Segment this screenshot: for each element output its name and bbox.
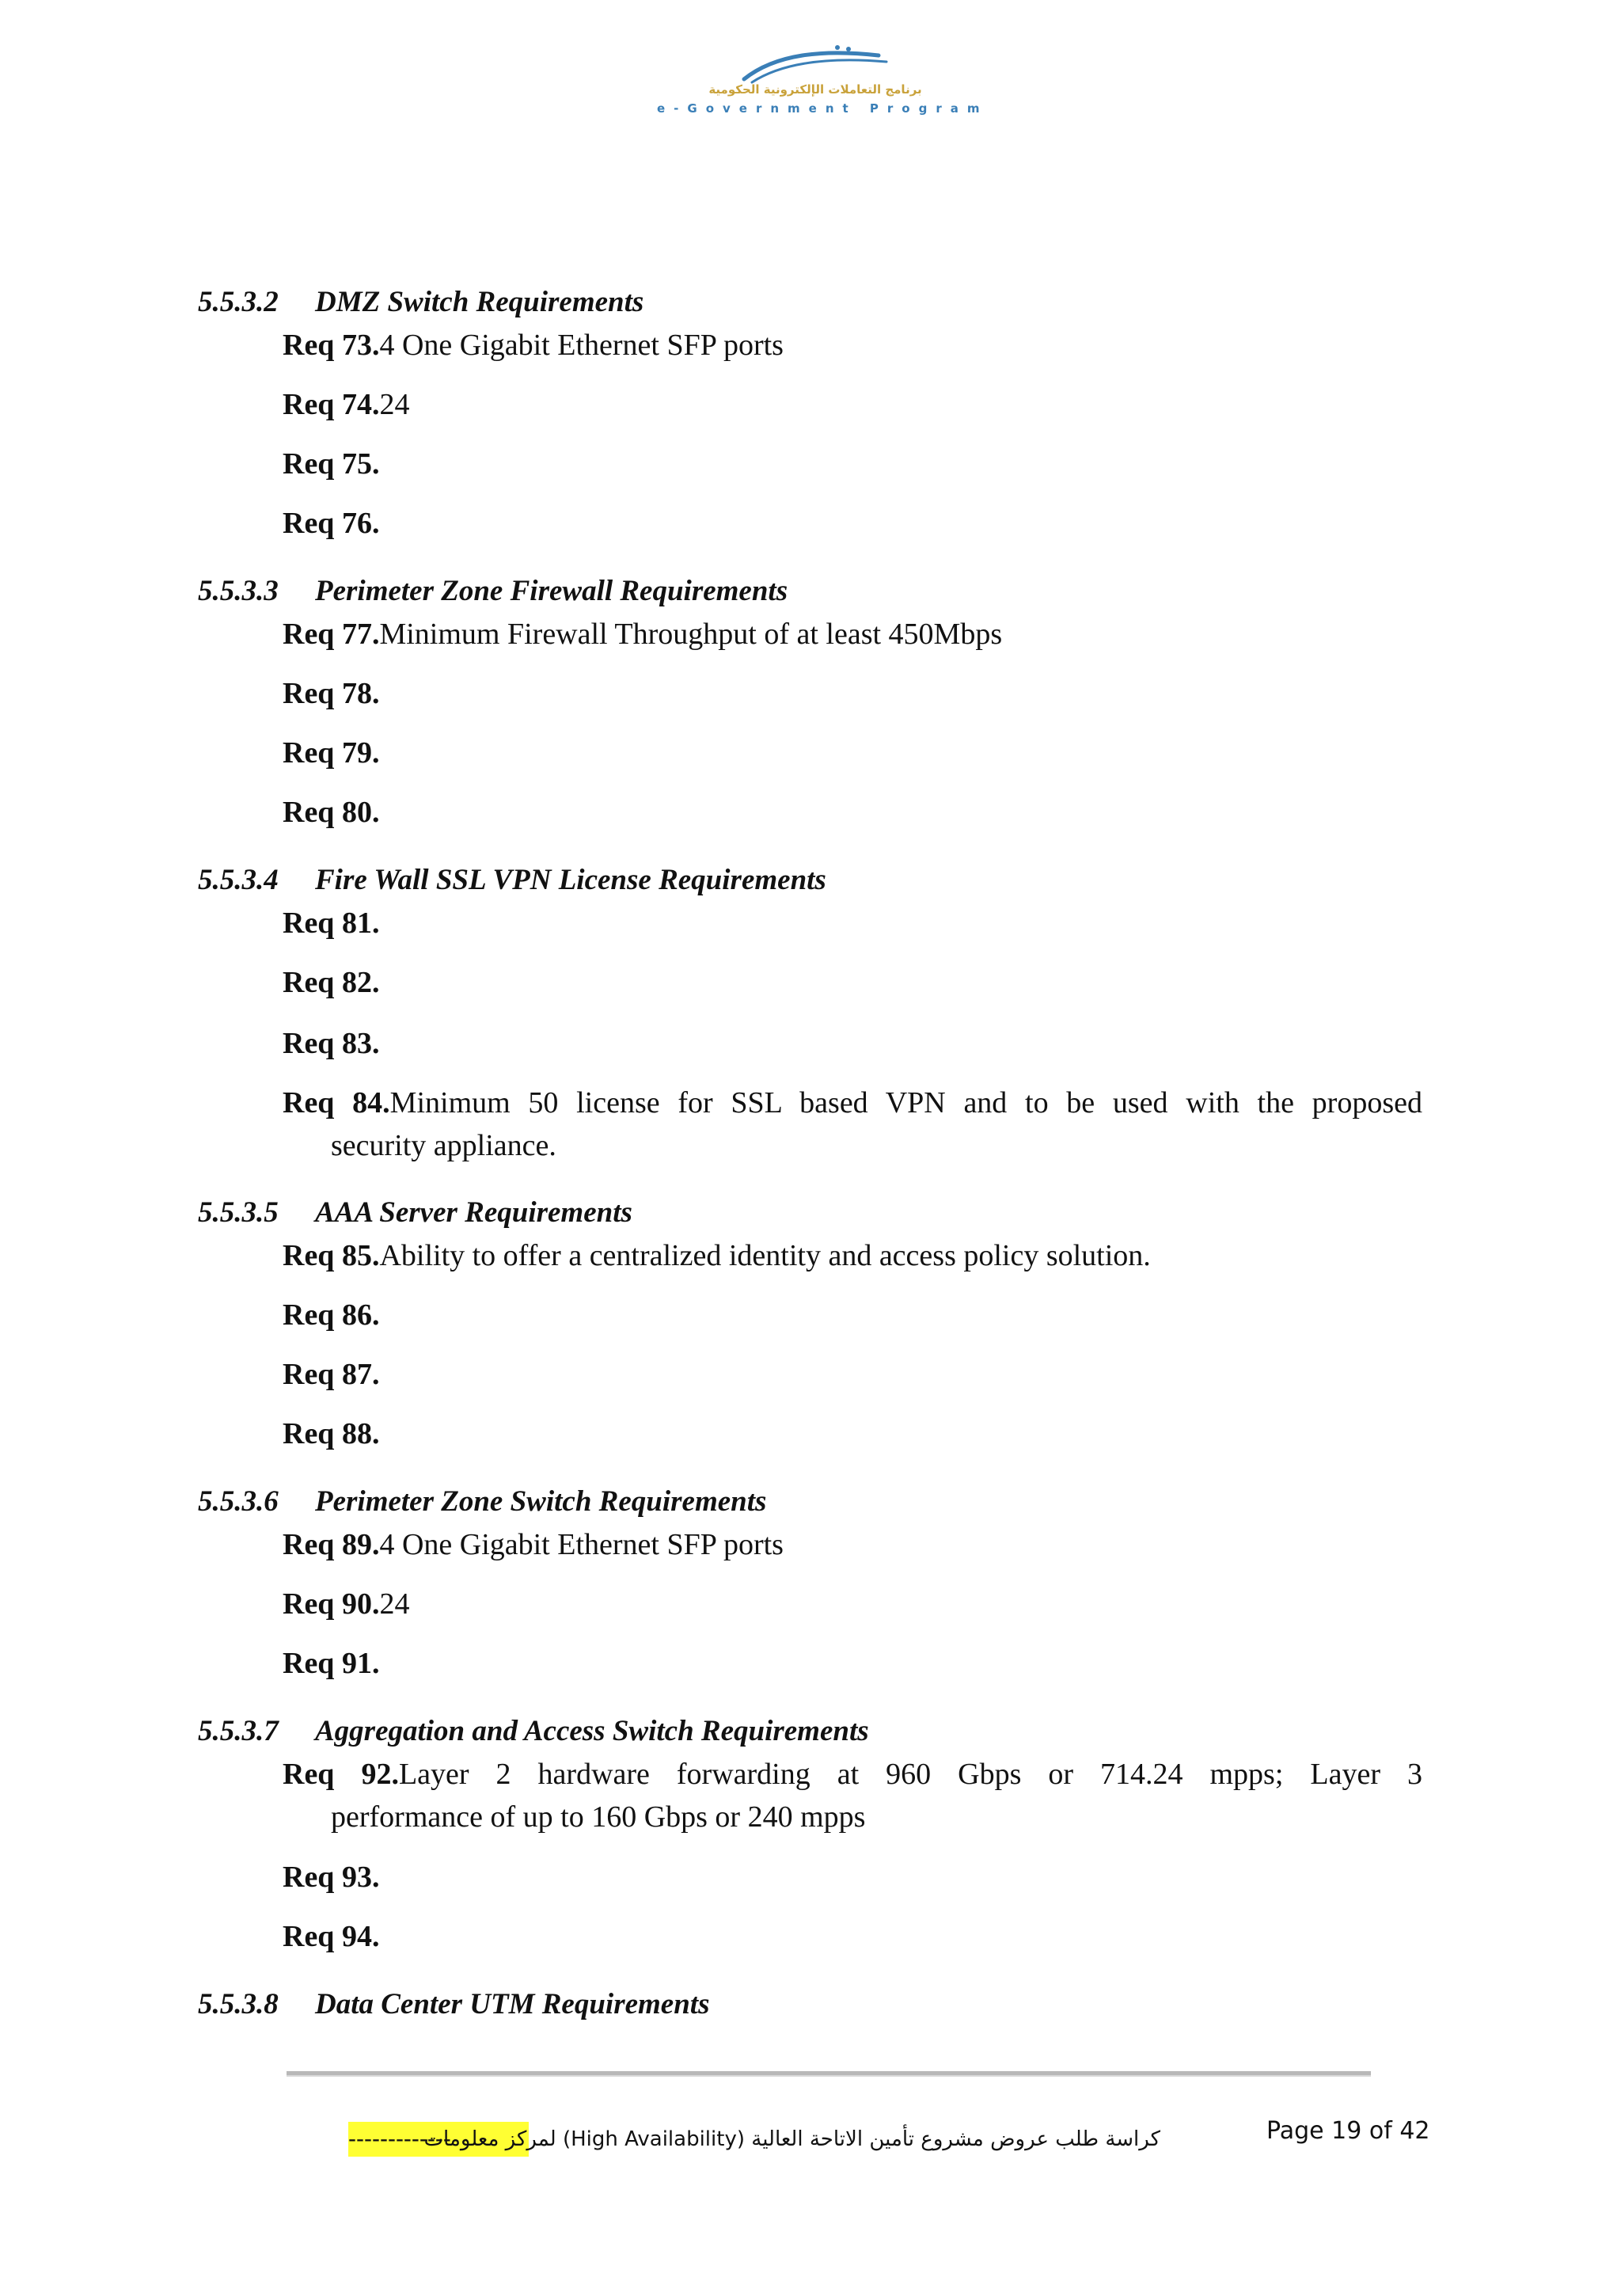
section-heading <box>198 1987 710 2021</box>
requirement-label: Req 76. <box>283 507 380 540</box>
requirement-text: 24 <box>379 1587 410 1621</box>
requirement-label: Req 93. <box>283 1861 380 1894</box>
requirement-label: Req 89. <box>283 1528 380 1561</box>
section-number: 5.5.3.6 <box>198 1485 279 1518</box>
requirement-item <box>283 1860 379 1895</box>
requirement-item <box>283 736 379 770</box>
requirement-label: Req 81. <box>283 907 380 940</box>
requirement-item <box>283 1238 1151 1273</box>
section-title: Perimeter Zone Switch Requirements <box>315 1485 767 1518</box>
requirement-item <box>283 387 409 422</box>
section-number: 5.5.3.4 <box>198 864 279 896</box>
section-number: 5.5.3.3 <box>198 575 279 607</box>
section-title: Perimeter Zone Firewall Requirements <box>315 575 788 607</box>
requirement-item <box>283 1081 1422 1125</box>
page-number: Page 19 of 42 <box>1266 2117 1430 2145</box>
requirement-item <box>283 1298 379 1332</box>
requirement-label: Req 78. <box>283 677 380 710</box>
requirement-continuation: performance of up to 160 Gbps or 240 mpps <box>331 1800 866 1834</box>
requirement-item <box>283 906 379 941</box>
footer-document-title: كراسة طلب عروض مشروع تأمين الاتاحة العالية (High Availability) لمركز معلومات <box>423 2127 1160 2151</box>
section-number: 5.5.3.8 <box>198 1988 279 2020</box>
requirement-label: Req 83. <box>283 1027 380 1060</box>
section-heading <box>198 1714 869 1748</box>
logo-swoosh-icon <box>641 38 974 86</box>
requirement-text: 24 <box>379 388 410 421</box>
requirement-item <box>283 795 379 830</box>
requirement-item <box>283 1646 379 1681</box>
logo-english-text: e-Government Program <box>657 101 989 116</box>
section-title: Fire Wall SSL VPN License Requirements <box>315 864 826 896</box>
footer-divider <box>287 2071 1371 2077</box>
e-government-logo <box>641 38 989 133</box>
requirement-label: Req 85. <box>283 1239 380 1272</box>
requirement-item <box>283 965 379 1000</box>
requirement-label: Req 87. <box>283 1358 380 1391</box>
section-heading <box>198 863 826 897</box>
requirement-item <box>283 617 1002 652</box>
requirement-label: Req 75. <box>283 447 380 481</box>
requirement-item <box>283 1527 784 1562</box>
requirement-label: Req 88. <box>283 1417 380 1450</box>
requirement-label: Req 84. <box>283 1086 390 1119</box>
requirement-item <box>283 1357 379 1392</box>
section-title: Aggregation and Access Switch Requirements <box>315 1715 869 1747</box>
requirement-label: Req 73. <box>283 329 380 362</box>
requirement-label: Req 80. <box>283 796 380 829</box>
section-title: AAA Server Requirements <box>315 1196 632 1229</box>
requirement-item <box>283 1919 379 1954</box>
section-heading <box>198 1484 766 1519</box>
requirement-continuation: security appliance. <box>331 1129 556 1162</box>
requirement-text: Layer 2 hardware forwarding at 960 Gbps or 714.24 mpps; Layer 3 <box>398 1758 1422 1791</box>
requirement-item <box>283 1026 379 1061</box>
requirement-item <box>283 447 379 481</box>
logo-arabic-text: برنامج التعاملات الإلكترونية الحكومية <box>708 82 922 97</box>
footer-highlight: ------------- <box>348 2122 529 2157</box>
requirement-label: Req 94. <box>283 1920 380 1953</box>
section-title: DMZ Switch Requirements <box>315 286 644 318</box>
requirement-label: Req 82. <box>283 966 380 999</box>
requirement-label: Req 90. <box>283 1587 380 1621</box>
section-number: 5.5.3.5 <box>198 1196 279 1229</box>
requirement-label: Req 92. <box>283 1758 399 1791</box>
section-title: Data Center UTM Requirements <box>315 1988 710 2020</box>
requirement-label: Req 91. <box>283 1647 380 1680</box>
requirement-item <box>283 1753 1422 1796</box>
requirement-item <box>283 676 379 711</box>
requirement-label: Req 79. <box>283 736 380 770</box>
section-number: 5.5.3.7 <box>198 1715 279 1747</box>
section-number: 5.5.3.2 <box>198 286 279 318</box>
requirement-item <box>283 506 379 541</box>
requirement-text: 4 One Gigabit Ethernet SFP ports <box>379 1528 784 1561</box>
requirement-text: Ability to offer a centralized identity and access policy solution. <box>379 1239 1151 1272</box>
section-heading <box>198 285 643 319</box>
requirement-item <box>283 1587 409 1621</box>
requirement-item <box>283 328 784 363</box>
requirement-item <box>283 1416 379 1451</box>
requirement-text: Minimum 50 license for SSL based VPN and to be used with the proposed <box>389 1086 1422 1119</box>
requirement-label: Req 86. <box>283 1298 380 1332</box>
requirement-label: Req 74. <box>283 388 380 421</box>
requirement-text: 4 One Gigabit Ethernet SFP ports <box>379 329 784 362</box>
requirement-text: Minimum Firewall Throughput of at least 450Mbps <box>379 618 1003 651</box>
requirement-label: Req 77. <box>283 618 380 651</box>
section-heading <box>198 574 788 608</box>
section-heading <box>198 1196 632 1230</box>
